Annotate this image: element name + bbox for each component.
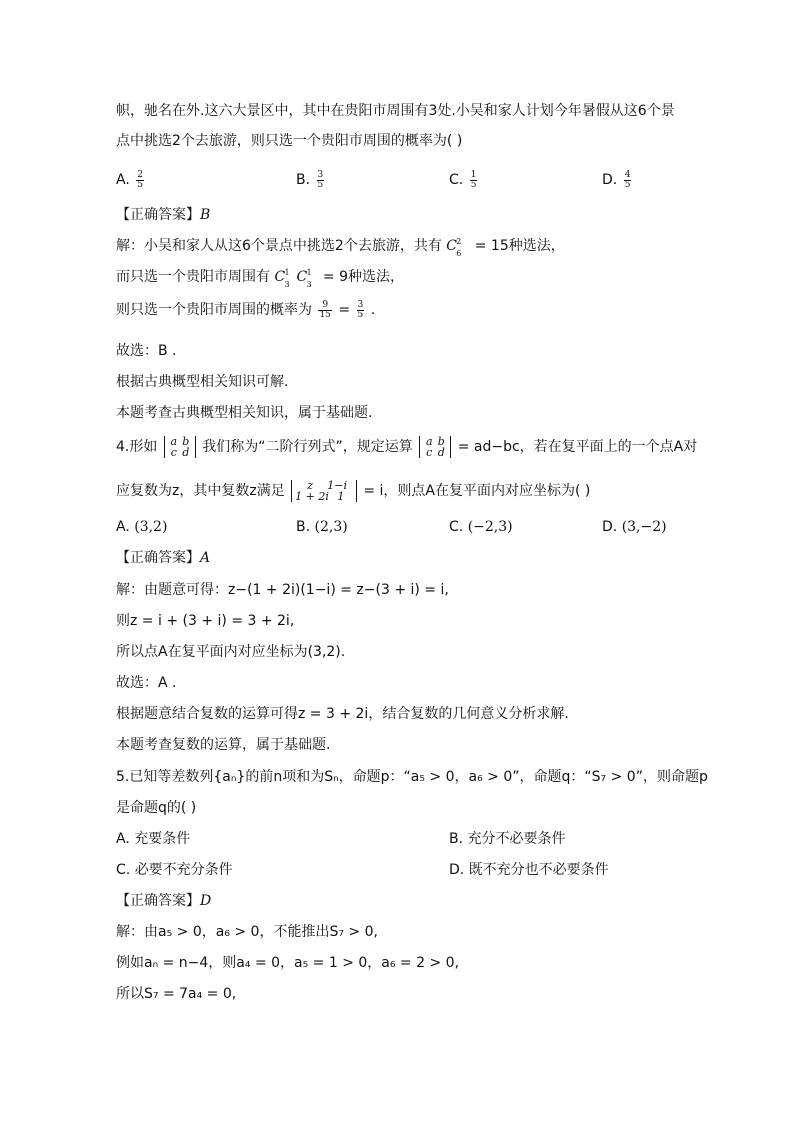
- q4-option-b: B. (2,3): [296, 519, 348, 535]
- q4-option-d: D. (3,−2): [602, 519, 667, 535]
- q4-option-c: C. (−2,3): [449, 519, 513, 535]
- q5-option-d: D. 既不充分也不必要条件: [449, 862, 609, 878]
- determinant-rule: a b c d: [419, 436, 451, 458]
- q3-option-a: A. $\frac{2}{5}$: [116, 169, 143, 190]
- q4-answer: 【正确答案】A: [116, 550, 211, 566]
- q4-solution-line-1: 解：由题意可得：z−(1 + 2i)(1−i) = z−(3 + i) = i,: [116, 582, 449, 598]
- q3-option-d: D. $\frac{4}{5}$: [602, 169, 631, 190]
- q5-solution-line-3: 所以S₇ = 7a₄ = 0,: [116, 986, 237, 1002]
- q4-solution-line-3: 所以点A在复平面内对应坐标为(3,2).: [116, 644, 346, 660]
- q5-answer: 【正确答案】D: [116, 893, 212, 909]
- determinant-symbol: a b c d: [164, 436, 196, 458]
- q3-solution-line-2: 而只选一个贵阳市周围有 C 1 3 C 1 3 = 9种选法，: [116, 268, 404, 289]
- q5-stem-line-2: 是命题q的( ): [116, 800, 197, 816]
- q3-choose: 故选：B .: [116, 343, 177, 359]
- q5-option-a: A. 充要条件: [116, 831, 191, 847]
- q3-answer: 【正确答案】B: [116, 207, 211, 223]
- q3-option-b: B. $\frac{3}{5}$: [296, 169, 324, 190]
- q3-solution-line-3: 则只选一个贵阳市周围的概率为 $\frac{9}{15}$ = $\frac{3}{5}$ .: [116, 299, 376, 320]
- q5-solution-line-1: 解：由a₅ > 0，a₆ > 0，不能推出S₇ > 0,: [116, 924, 378, 940]
- q4-note-1: 根据题意结合复数的运算可得z = 3 + 2i，结合复数的几何意义分析求解.: [116, 706, 569, 722]
- q3-stem-line-1: 帜，驰名在外.这六大景区中，其中在贵阳市周围有3处.小吴和家人计划今年暑假从这6个景: [116, 103, 675, 119]
- determinant-condition: z 1−i 1 + 2i 1: [291, 480, 357, 502]
- q5-solution-line-2: 例如aₙ = n−4，则a₄ = 0，a₅ = 1 > 0，a₆ = 2 > 0,: [116, 955, 460, 971]
- q3-solution-line-1: 解：小吴和家人从这6个景点中挑选2个去旅游，共有 C 2 6 = 15种选法，: [116, 237, 565, 258]
- q3-option-c: C. $\frac{1}{5}$: [449, 169, 477, 190]
- q4-stem-line-1: 4.形如 a b c d 我们称为“二阶行列式”，规定运算 a b c d = ad−bc，若在复平面上的一个点A对: [116, 435, 698, 459]
- q4-choose: 故选：A .: [116, 675, 177, 691]
- q3-stem-line-2: 点中挑选2个去旅游，则只选一个贵阳市周围的概率为( ): [116, 133, 463, 149]
- q4-solution-line-2: 则z = i + (3 + i) = 3 + 2i,: [116, 613, 295, 629]
- q4-option-a: A. (3,2): [116, 519, 168, 535]
- q4-stem-line-2: 应复数为z，其中复数z满足 z 1−i 1 + 2i 1 = i，则点A在复平面内对应坐标为( ): [116, 479, 591, 503]
- q5-option-c: C. 必要不充分条件: [116, 862, 233, 878]
- q3-note-2: 本题考查古典概型相关知识，属于基础题.: [116, 405, 373, 421]
- q5-option-b: B. 充分不必要条件: [449, 831, 566, 847]
- q5-stem-line-1: 5.已知等差数列{aₙ}的前n项和为Sₙ，命题p：“a₅ > 0，a₆ > 0”，命题q：“S₇ > 0”，则命题p: [116, 769, 708, 785]
- q4-note-2: 本题考查复数的运算，属于基础题.: [116, 737, 331, 753]
- q3-note-1: 根据古典概型相关知识可解.: [116, 374, 289, 390]
